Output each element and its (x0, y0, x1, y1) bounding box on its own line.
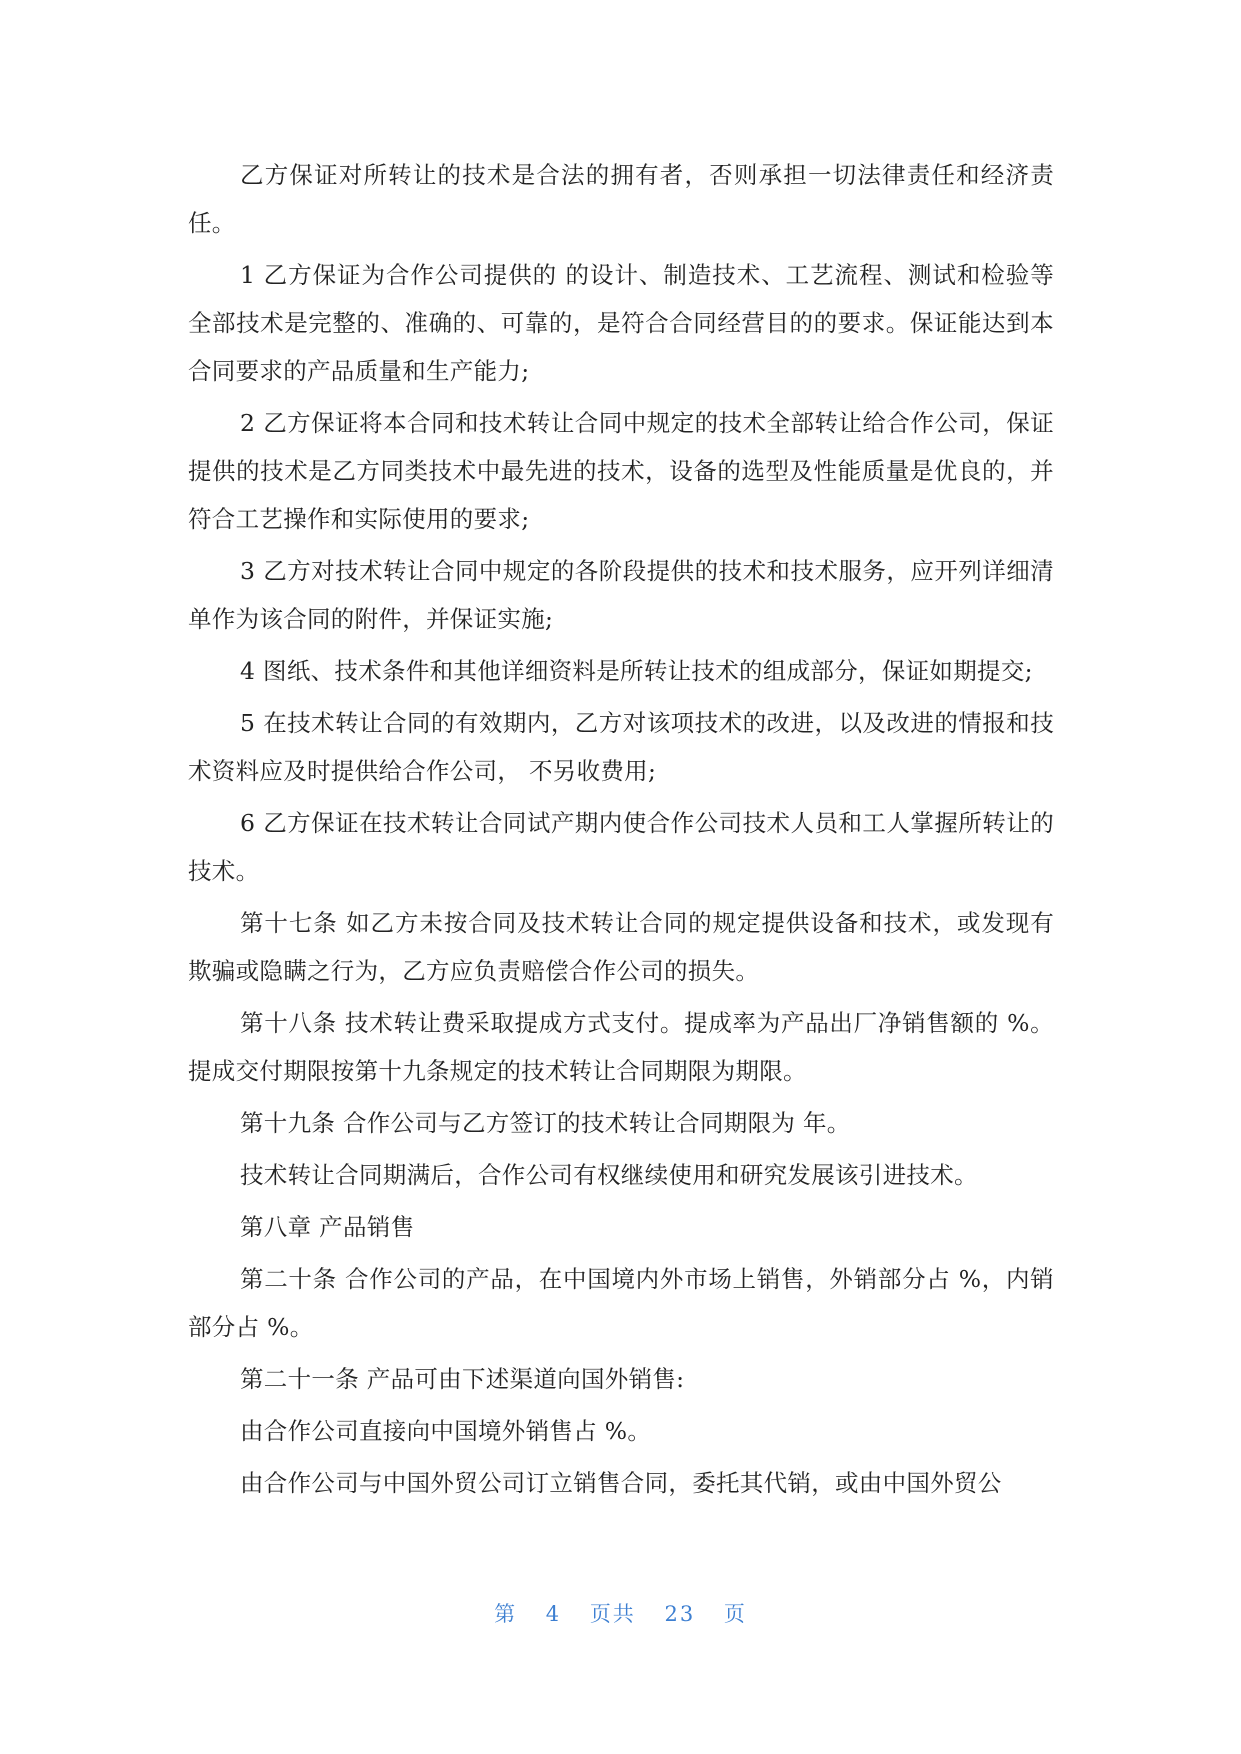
paragraph: 技术转让合同期满后，合作公司有权继续使用和研究发展该引进技术。 (240, 1161, 978, 1189)
total-page-count: 23 (664, 1602, 696, 1626)
document-body (188, 151, 1054, 1511)
footer-prefix: 第 (494, 1602, 518, 1626)
paragraph: 由合作公司直接向中国境外销售占 %。 (240, 1417, 652, 1445)
footer-middle: 页共 (589, 1602, 636, 1626)
paragraph: 2 乙方保证将本合同和技术转让合同中规定的技术全部转让给合作公司，保证提供的技术是乙方同类技术中最先进的技术，设备的选型及性能质量是优良的，并符合工艺操作和实际使用的要求; (188, 409, 1054, 533)
paragraph: 1 乙方保证为合作公司提供的 的设计、制造技术、工艺流程、测试和检验等全部技术是完整的、准确的、可靠的，是符合合同经营目的的要求。保证能达到本合同要求的产品质量和生产能力; (188, 261, 1054, 385)
paragraph: 第二十一条 产品可由下述渠道向国外销售: (240, 1365, 685, 1393)
paragraph: 第十七条 如乙方未按合同及技术转让合同的规定提供设备和技术，或发现有欺骗或隐瞒之行为，乙方应负责赔偿合作公司的损失。 (188, 909, 1054, 985)
paragraph: 第十九条 合作公司与乙方签订的技术转让合同期限为 年。 (240, 1109, 851, 1137)
paragraph: 第十八条 技术转让费采取提成方式支付。提成率为产品出厂净销售额的 %。提成交付期限按第十九条规定的技术转让合同期限为期限。 (188, 1009, 1054, 1085)
paragraph: 第二十条 合作公司的产品，在中国境内外市场上销售，外销部分占 %，内销部分占 %。 (188, 1265, 1054, 1341)
paragraph: 由合作公司与中国外贸公司订立销售合同，委托其代销，或由中国外贸公 (240, 1469, 1002, 1497)
page-footer (0, 1598, 1241, 1628)
paragraph: 5 在技术转让合同的有效期内，乙方对该项技术的改进，以及改进的情报和技术资料应及时提供给合作公司， 不另收费用; (188, 709, 1054, 785)
chapter-heading: 第八章 产品销售 (240, 1213, 415, 1241)
paragraph: 6 乙方保证在技术转让合同试产期内使合作公司技术人员和工人掌握所转让的技术。 (188, 809, 1054, 885)
current-page-number: 4 (545, 1602, 562, 1626)
paragraph: 乙方保证对所转让的技术是合法的拥有者，否则承担一切法律责任和经济责任。 (188, 161, 1054, 237)
paragraph: 4 图纸、技术条件和其他详细资料是所转让技术的组成部分，保证如期提交; (240, 657, 1033, 685)
paragraph: 3 乙方对技术转让合同中规定的各阶段提供的技术和技术服务，应开列详细清单作为该合同的附件，并保证实施; (188, 557, 1054, 633)
footer-suffix: 页 (723, 1602, 747, 1626)
